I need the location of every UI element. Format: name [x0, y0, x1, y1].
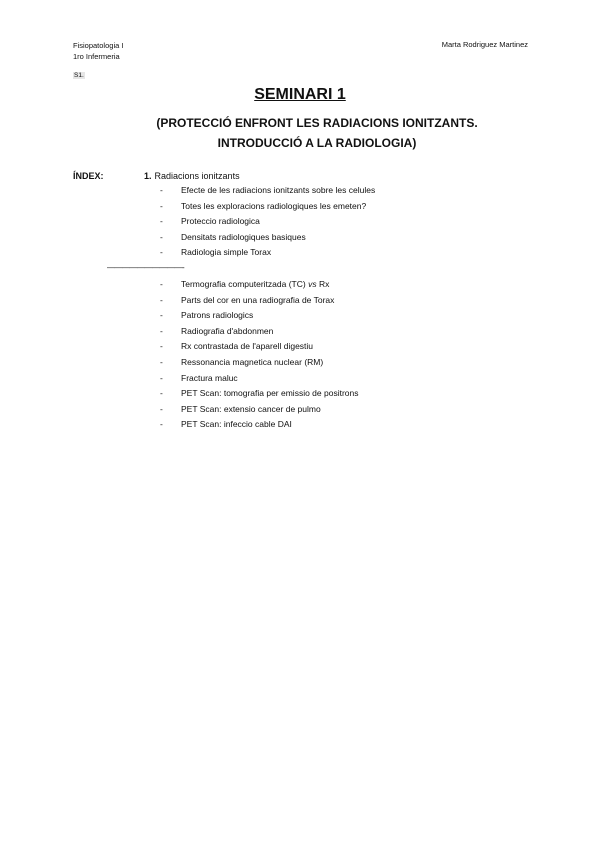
- bullet-dash: -: [160, 419, 163, 430]
- index-list-2: [160, 277, 358, 433]
- list-item-text: Radiologia simple Torax: [181, 247, 272, 258]
- bullet-dash: -: [160, 310, 163, 321]
- divider-line: ——————————-: [107, 263, 185, 272]
- list-item-text-prefix: Termografia computeritzada (TC): [181, 279, 309, 289]
- list-item-text: Fractura maluc: [181, 372, 238, 383]
- list-item-text-italic: vs: [308, 279, 317, 289]
- list-item-text: Rx contrastada de l'aparell digestiu: [181, 341, 314, 352]
- list-item: [160, 293, 358, 309]
- author-name: Marta Rodriguez Martinez: [441, 40, 528, 49]
- bullet-dash: -: [160, 341, 163, 352]
- bullet-dash: -: [160, 279, 163, 289]
- page-subtitle: [0, 113, 600, 153]
- list-item: [160, 402, 358, 418]
- list-item-text: Densitats radiologiques basiques: [181, 231, 306, 242]
- list-item: [160, 245, 375, 261]
- section-title: Radiacions ionitzants: [154, 171, 240, 181]
- header-left: [73, 40, 123, 62]
- course-name: Fisiopatologia I: [73, 41, 124, 50]
- bullet-dash: -: [160, 231, 163, 242]
- list-item-text: Totes les exploracions radiologiques les emeten?: [181, 200, 367, 211]
- list-item: [160, 183, 375, 199]
- index-list-1: [160, 183, 375, 261]
- bullet-dash: -: [160, 325, 163, 336]
- bullet-dash: -: [160, 294, 163, 305]
- list-item: [160, 324, 358, 340]
- list-item-text: PET Scan: tomografia per emissio de positrons: [181, 388, 359, 399]
- list-item: [160, 355, 358, 371]
- list-item: [160, 386, 358, 402]
- list-item-text: Parts del cor en una radiografia de Torax: [181, 294, 335, 305]
- bullet-dash: -: [160, 356, 163, 367]
- section-number: 1.: [144, 171, 152, 181]
- subtitle-line-1: (PROTECCIÓ ENFRONT LES RADIACIONS IONITZANTS.: [156, 116, 478, 130]
- page-title: SEMINARI 1: [254, 86, 346, 103]
- list-item: [160, 230, 375, 246]
- list-item-text: PET Scan: infeccio cable DAI: [181, 419, 292, 430]
- bullet-dash: -: [160, 372, 163, 383]
- list-item-text: Ressonancia magnetica nuclear (RM): [181, 356, 324, 367]
- list-item: [160, 417, 358, 433]
- section-tag: S1.: [74, 72, 84, 79]
- course-group: 1ro Infermeria: [73, 52, 120, 61]
- list-item: [160, 339, 358, 355]
- list-item-text-suffix: Rx: [316, 279, 330, 289]
- list-item-text: Efecte de les radiacions ionitzants sobre les celules: [181, 185, 376, 195]
- list-item-text: Patrons radiologics: [181, 310, 254, 321]
- list-item-text: PET Scan: extensio cancer de pulmo: [181, 403, 321, 414]
- list-item: [160, 199, 375, 215]
- list-item-text: Radiografia d'abdonmen: [181, 325, 274, 336]
- subtitle-line-2: INTRODUCCIÓ A LA RADIOLOGIA): [217, 136, 417, 150]
- index-label: ÍNDEX:: [73, 171, 104, 181]
- index-section-heading: [144, 171, 240, 181]
- list-item-text: [181, 279, 329, 289]
- bullet-dash: -: [160, 216, 163, 227]
- bullet-dash: -: [160, 247, 163, 258]
- list-item: [160, 308, 358, 324]
- bullet-dash: -: [160, 403, 163, 414]
- list-item: [160, 371, 358, 387]
- bullet-dash: -: [160, 388, 163, 399]
- list-item: [160, 277, 358, 293]
- bullet-dash: -: [160, 185, 163, 195]
- list-item-text: Proteccio radiologica: [181, 216, 260, 227]
- list-item: [160, 214, 375, 230]
- bullet-dash: -: [160, 200, 163, 211]
